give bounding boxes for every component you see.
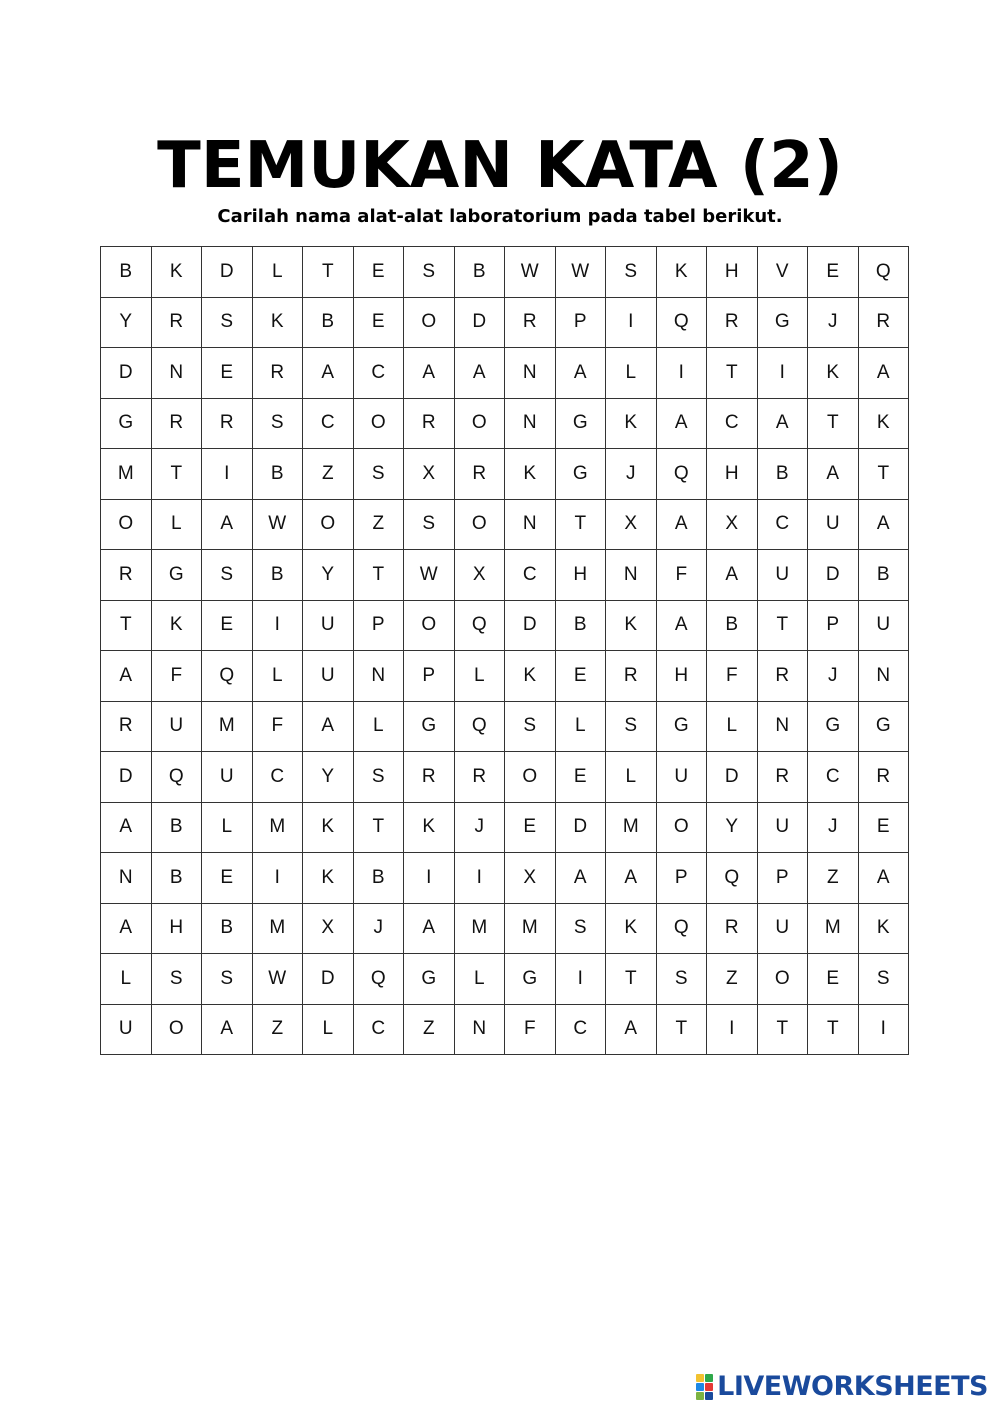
grid-cell[interactable]: R (606, 651, 657, 702)
grid-cell[interactable]: P (353, 600, 404, 651)
grid-cell[interactable]: C (353, 1004, 404, 1055)
grid-cell[interactable]: C (555, 1004, 606, 1055)
grid-cell[interactable]: T (353, 550, 404, 601)
grid-cell[interactable]: X (303, 903, 354, 954)
grid-cell[interactable]: L (606, 752, 657, 803)
grid-cell[interactable]: S (505, 701, 556, 752)
grid-cell[interactable]: Y (303, 550, 354, 601)
grid-cell[interactable]: A (757, 398, 808, 449)
grid-row (101, 247, 909, 298)
grid-cell[interactable]: Q (151, 752, 202, 803)
grid-cell[interactable]: I (858, 1004, 909, 1055)
grid-cell[interactable]: Z (353, 499, 404, 550)
grid-cell[interactable]: P (404, 651, 455, 702)
grid-cell[interactable]: U (858, 600, 909, 651)
grid-cell[interactable]: J (353, 903, 404, 954)
liveworksheets-logo-icon (696, 1374, 713, 1400)
grid-cell[interactable]: K (808, 348, 859, 399)
grid-cell[interactable]: R (101, 701, 152, 752)
grid-cell[interactable]: W (505, 247, 556, 298)
grid-cell[interactable]: E (202, 853, 253, 904)
grid-cell[interactable]: K (858, 398, 909, 449)
grid-cell[interactable]: I (656, 348, 707, 399)
grid-cell[interactable]: R (151, 398, 202, 449)
grid-cell[interactable]: W (555, 247, 606, 298)
grid-cell[interactable]: L (202, 802, 253, 853)
grid-cell[interactable]: H (707, 247, 758, 298)
grid-cell[interactable]: T (303, 247, 354, 298)
grid-cell[interactable]: U (757, 903, 808, 954)
grid-cell[interactable]: R (252, 348, 303, 399)
grid-cell[interactable]: Q (656, 297, 707, 348)
grid-cell[interactable]: P (656, 853, 707, 904)
grid-cell[interactable]: O (757, 954, 808, 1005)
grid-row (101, 701, 909, 752)
grid-cell[interactable]: T (353, 802, 404, 853)
grid-cell[interactable]: X (404, 449, 455, 500)
grid-cell[interactable]: N (454, 1004, 505, 1055)
grid-cell[interactable]: A (555, 853, 606, 904)
grid-cell[interactable]: R (101, 550, 152, 601)
grid-cell[interactable]: J (808, 297, 859, 348)
grid-cell[interactable]: M (101, 449, 152, 500)
grid-cell[interactable]: Q (454, 600, 505, 651)
logo-square (705, 1383, 713, 1391)
grid-cell[interactable]: A (454, 348, 505, 399)
grid-cell[interactable]: L (101, 954, 152, 1005)
grid-cell[interactable]: T (606, 954, 657, 1005)
grid-row (101, 600, 909, 651)
grid-cell[interactable]: S (656, 954, 707, 1005)
grid-cell[interactable]: T (151, 449, 202, 500)
grid-cell[interactable]: S (151, 954, 202, 1005)
grid-cell[interactable]: W (404, 550, 455, 601)
grid-cell[interactable]: L (454, 954, 505, 1005)
grid-cell[interactable]: R (757, 651, 808, 702)
grid-cell[interactable]: F (151, 651, 202, 702)
grid-cell[interactable]: K (252, 297, 303, 348)
grid-cell[interactable]: K (303, 802, 354, 853)
grid-cell[interactable]: N (606, 550, 657, 601)
grid-cell[interactable]: S (858, 954, 909, 1005)
grid-cell[interactable]: U (757, 550, 808, 601)
grid-cell[interactable]: F (505, 1004, 556, 1055)
page-title: TEMUKAN KATA (2) (157, 129, 843, 203)
grid-row (101, 297, 909, 348)
grid-cell[interactable]: R (404, 752, 455, 803)
grid-cell[interactable]: I (404, 853, 455, 904)
grid-cell[interactable]: P (808, 600, 859, 651)
grid-cell[interactable]: K (151, 600, 202, 651)
grid-cell[interactable]: E (808, 954, 859, 1005)
grid-cell[interactable]: U (202, 752, 253, 803)
logo-square (696, 1374, 704, 1382)
logo-square (696, 1392, 704, 1400)
grid-cell[interactable]: Y (101, 297, 152, 348)
grid-cell[interactable]: M (808, 903, 859, 954)
grid-cell[interactable]: A (858, 853, 909, 904)
grid-cell[interactable]: D (101, 752, 152, 803)
grid-cell[interactable]: F (656, 550, 707, 601)
grid-cell[interactable]: A (202, 499, 253, 550)
grid-cell[interactable]: T (858, 449, 909, 500)
grid-row (101, 1004, 909, 1055)
grid-cell[interactable]: A (606, 853, 657, 904)
grid-cell[interactable]: H (656, 651, 707, 702)
grid-cell[interactable]: I (555, 954, 606, 1005)
grid-cell[interactable]: C (353, 348, 404, 399)
grid-row (101, 348, 909, 399)
grid-cell[interactable]: C (808, 752, 859, 803)
grid-cell[interactable]: G (808, 701, 859, 752)
grid-cell[interactable]: M (454, 903, 505, 954)
grid-cell[interactable]: T (808, 398, 859, 449)
grid-cell[interactable]: T (707, 348, 758, 399)
grid-row (101, 449, 909, 500)
grid-cell[interactable]: O (505, 752, 556, 803)
grid-cell[interactable]: A (555, 348, 606, 399)
grid-cell[interactable]: K (606, 903, 657, 954)
grid-cell[interactable]: U (151, 701, 202, 752)
grid-cell[interactable]: L (707, 701, 758, 752)
grid-cell[interactable]: T (757, 600, 808, 651)
grid-cell[interactable]: R (858, 297, 909, 348)
grid-cell[interactable]: E (555, 752, 606, 803)
grid-cell[interactable]: L (252, 247, 303, 298)
grid-cell[interactable]: M (252, 802, 303, 853)
grid-cell[interactable]: B (707, 600, 758, 651)
grid-cell[interactable]: P (555, 297, 606, 348)
grid-cell[interactable]: O (303, 499, 354, 550)
grid-cell[interactable]: A (606, 1004, 657, 1055)
grid-cell[interactable]: O (454, 398, 505, 449)
grid-cell[interactable]: A (101, 651, 152, 702)
grid-cell[interactable]: L (606, 348, 657, 399)
grid-cell[interactable]: O (404, 297, 455, 348)
grid-cell[interactable]: Q (454, 701, 505, 752)
grid-cell[interactable]: M (606, 802, 657, 853)
grid-cell[interactable]: I (202, 449, 253, 500)
grid-row (101, 398, 909, 449)
grid-cell[interactable]: K (404, 802, 455, 853)
grid-cell[interactable]: A (202, 1004, 253, 1055)
grid-cell[interactable]: B (151, 802, 202, 853)
grid-row (101, 651, 909, 702)
grid-cell[interactable]: T (808, 1004, 859, 1055)
grid-cell[interactable]: D (303, 954, 354, 1005)
grid-cell[interactable]: D (707, 752, 758, 803)
grid-cell[interactable]: A (101, 903, 152, 954)
grid-cell[interactable]: T (656, 1004, 707, 1055)
grid-cell[interactable]: B (858, 550, 909, 601)
grid-cell[interactable]: C (505, 550, 556, 601)
grid-cell[interactable]: Q (656, 903, 707, 954)
grid-cell[interactable]: P (757, 853, 808, 904)
grid-cell[interactable]: N (101, 853, 152, 904)
grid-cell[interactable]: L (252, 651, 303, 702)
grid-cell[interactable]: I (606, 297, 657, 348)
grid-cell[interactable]: K (505, 651, 556, 702)
grid-cell[interactable]: E (858, 802, 909, 853)
grid-cell[interactable]: L (303, 1004, 354, 1055)
grid-cell[interactable]: D (555, 802, 606, 853)
grid-cell[interactable]: S (555, 903, 606, 954)
grid-cell[interactable]: S (202, 954, 253, 1005)
grid-cell[interactable]: A (707, 550, 758, 601)
grid-cell[interactable]: U (757, 802, 808, 853)
grid-cell[interactable]: Z (303, 449, 354, 500)
grid-cell[interactable]: I (707, 1004, 758, 1055)
grid-cell[interactable]: B (353, 853, 404, 904)
grid-cell[interactable]: E (353, 247, 404, 298)
grid-cell[interactable]: L (454, 651, 505, 702)
grid-cell[interactable]: D (808, 550, 859, 601)
grid-cell[interactable]: M (505, 903, 556, 954)
grid-cell[interactable]: W (252, 499, 303, 550)
liveworksheets-logo (696, 1371, 988, 1402)
grid-cell[interactable]: K (858, 903, 909, 954)
grid-cell[interactable]: B (555, 600, 606, 651)
liveworksheets-logo-text: LIVEWORKSHEETS (717, 1371, 988, 1402)
logo-square (705, 1392, 713, 1400)
grid-cell[interactable]: T (101, 600, 152, 651)
grid-cell[interactable]: I (252, 853, 303, 904)
grid-cell[interactable]: Q (656, 449, 707, 500)
grid-cell[interactable]: S (353, 752, 404, 803)
grid-cell[interactable]: Z (808, 853, 859, 904)
grid-cell[interactable]: R (151, 297, 202, 348)
grid-cell[interactable]: D (202, 247, 253, 298)
grid-cell[interactable]: N (757, 701, 808, 752)
grid-cell[interactable]: Q (353, 954, 404, 1005)
grid-cell[interactable]: A (303, 348, 354, 399)
grid-cell[interactable]: R (707, 297, 758, 348)
grid-cell[interactable]: E (202, 348, 253, 399)
grid-cell[interactable]: F (707, 651, 758, 702)
grid-cell[interactable]: O (454, 499, 505, 550)
grid-cell[interactable]: Q (707, 853, 758, 904)
grid-cell[interactable]: S (606, 701, 657, 752)
page-instructions: Carilah nama alat-alat laboratorium pada tabel berikut. (217, 206, 783, 227)
grid-cell[interactable]: O (404, 600, 455, 651)
grid-cell[interactable]: H (555, 550, 606, 601)
grid-cell[interactable]: O (101, 499, 152, 550)
grid-cell[interactable]: G (151, 550, 202, 601)
grid-cell[interactable]: N (353, 651, 404, 702)
grid-cell[interactable]: O (353, 398, 404, 449)
grid-cell[interactable]: J (454, 802, 505, 853)
grid-cell[interactable]: A (808, 449, 859, 500)
grid-row (101, 954, 909, 1005)
grid-cell[interactable]: G (656, 701, 707, 752)
grid-cell[interactable]: G (858, 701, 909, 752)
grid-cell[interactable]: N (505, 499, 556, 550)
grid-cell[interactable]: C (757, 499, 808, 550)
grid-cell[interactable]: B (101, 247, 152, 298)
grid-cell[interactable]: U (303, 600, 354, 651)
grid-cell[interactable]: C (303, 398, 354, 449)
grid-cell[interactable]: U (656, 752, 707, 803)
grid-cell[interactable]: N (505, 348, 556, 399)
grid-cell[interactable]: Y (303, 752, 354, 803)
grid-cell[interactable]: A (858, 499, 909, 550)
grid-cell[interactable]: N (858, 651, 909, 702)
grid-cell[interactable]: A (656, 499, 707, 550)
grid-cell[interactable]: Z (707, 954, 758, 1005)
grid-cell[interactable]: L (151, 499, 202, 550)
grid-cell[interactable]: H (707, 449, 758, 500)
grid-cell[interactable]: R (757, 752, 808, 803)
grid-cell[interactable]: U (101, 1004, 152, 1055)
grid-cell[interactable]: N (151, 348, 202, 399)
grid-cell[interactable]: S (404, 247, 455, 298)
grid-cell[interactable]: K (606, 600, 657, 651)
word-search-grid-body (101, 247, 909, 1055)
grid-cell[interactable]: K (303, 853, 354, 904)
grid-cell[interactable]: J (808, 802, 859, 853)
grid-cell[interactable]: R (454, 449, 505, 500)
grid-cell[interactable]: C (707, 398, 758, 449)
grid-cell[interactable]: S (202, 550, 253, 601)
grid-cell[interactable]: K (656, 247, 707, 298)
grid-cell[interactable]: R (404, 398, 455, 449)
logo-square (705, 1374, 713, 1382)
grid-cell[interactable]: Z (404, 1004, 455, 1055)
grid-cell[interactable]: U (303, 651, 354, 702)
grid-cell[interactable]: X (606, 499, 657, 550)
grid-row (101, 499, 909, 550)
grid-cell[interactable]: S (606, 247, 657, 298)
grid-cell[interactable]: B (202, 903, 253, 954)
grid-cell[interactable]: G (555, 449, 606, 500)
grid-cell[interactable]: K (505, 449, 556, 500)
grid-cell[interactable]: S (252, 398, 303, 449)
grid-cell[interactable]: G (404, 701, 455, 752)
grid-cell[interactable]: G (101, 398, 152, 449)
grid-cell[interactable]: E (505, 802, 556, 853)
grid-cell[interactable]: O (151, 1004, 202, 1055)
grid-cell[interactable]: E (202, 600, 253, 651)
grid-cell[interactable]: R (454, 752, 505, 803)
word-search-grid (100, 246, 909, 1055)
grid-cell[interactable]: A (404, 348, 455, 399)
grid-cell[interactable]: E (808, 247, 859, 298)
grid-cell[interactable]: L (353, 701, 404, 752)
grid-cell[interactable]: E (555, 651, 606, 702)
grid-cell[interactable]: T (757, 1004, 808, 1055)
grid-cell[interactable]: R (505, 297, 556, 348)
grid-cell[interactable]: Q (202, 651, 253, 702)
grid-cell[interactable]: A (656, 600, 707, 651)
grid-cell[interactable]: T (555, 499, 606, 550)
grid-cell[interactable]: M (252, 903, 303, 954)
grid-cell[interactable]: A (404, 903, 455, 954)
grid-cell[interactable]: Y (707, 802, 758, 853)
grid-cell[interactable]: G (757, 297, 808, 348)
grid-row (101, 550, 909, 601)
grid-cell[interactable]: B (757, 449, 808, 500)
grid-cell[interactable]: Q (858, 247, 909, 298)
grid-cell[interactable]: K (606, 398, 657, 449)
grid-cell[interactable]: A (101, 802, 152, 853)
grid-cell[interactable]: S (202, 297, 253, 348)
grid-cell[interactable]: J (606, 449, 657, 500)
grid-cell[interactable]: V (757, 247, 808, 298)
grid-row (101, 752, 909, 803)
grid-cell[interactable]: U (808, 499, 859, 550)
grid-cell[interactable]: X (505, 853, 556, 904)
grid-cell[interactable]: O (656, 802, 707, 853)
grid-cell[interactable]: X (454, 550, 505, 601)
grid-cell[interactable]: S (353, 449, 404, 500)
grid-cell[interactable]: R (202, 398, 253, 449)
grid-cell[interactable]: Z (252, 1004, 303, 1055)
grid-cell[interactable]: M (202, 701, 253, 752)
grid-cell[interactable]: I (252, 600, 303, 651)
grid-row (101, 853, 909, 904)
grid-cell[interactable]: J (808, 651, 859, 702)
grid-cell[interactable]: B (454, 247, 505, 298)
grid-cell[interactable]: R (858, 752, 909, 803)
grid-cell[interactable]: G (404, 954, 455, 1005)
grid-cell[interactable]: B (303, 297, 354, 348)
grid-cell[interactable]: W (252, 954, 303, 1005)
grid-cell[interactable]: S (404, 499, 455, 550)
grid-cell[interactable]: B (252, 449, 303, 500)
grid-cell[interactable]: G (505, 954, 556, 1005)
grid-cell[interactable]: B (151, 853, 202, 904)
grid-cell[interactable]: D (101, 348, 152, 399)
grid-cell[interactable]: I (454, 853, 505, 904)
grid-row (101, 802, 909, 853)
grid-cell[interactable]: A (858, 348, 909, 399)
grid-cell[interactable]: I (757, 348, 808, 399)
grid-cell[interactable]: D (454, 297, 505, 348)
grid-cell[interactable]: L (555, 701, 606, 752)
grid-cell[interactable]: F (252, 701, 303, 752)
grid-cell[interactable]: E (353, 297, 404, 348)
grid-cell[interactable]: H (151, 903, 202, 954)
grid-cell[interactable]: R (707, 903, 758, 954)
grid-cell[interactable]: B (252, 550, 303, 601)
grid-cell[interactable]: D (505, 600, 556, 651)
grid-cell[interactable]: A (656, 398, 707, 449)
logo-square (696, 1383, 704, 1391)
grid-cell[interactable]: G (555, 398, 606, 449)
grid-cell[interactable]: K (151, 247, 202, 298)
grid-cell[interactable]: C (252, 752, 303, 803)
grid-cell[interactable]: X (707, 499, 758, 550)
grid-cell[interactable]: A (303, 701, 354, 752)
grid-cell[interactable]: N (505, 398, 556, 449)
grid-row (101, 903, 909, 954)
